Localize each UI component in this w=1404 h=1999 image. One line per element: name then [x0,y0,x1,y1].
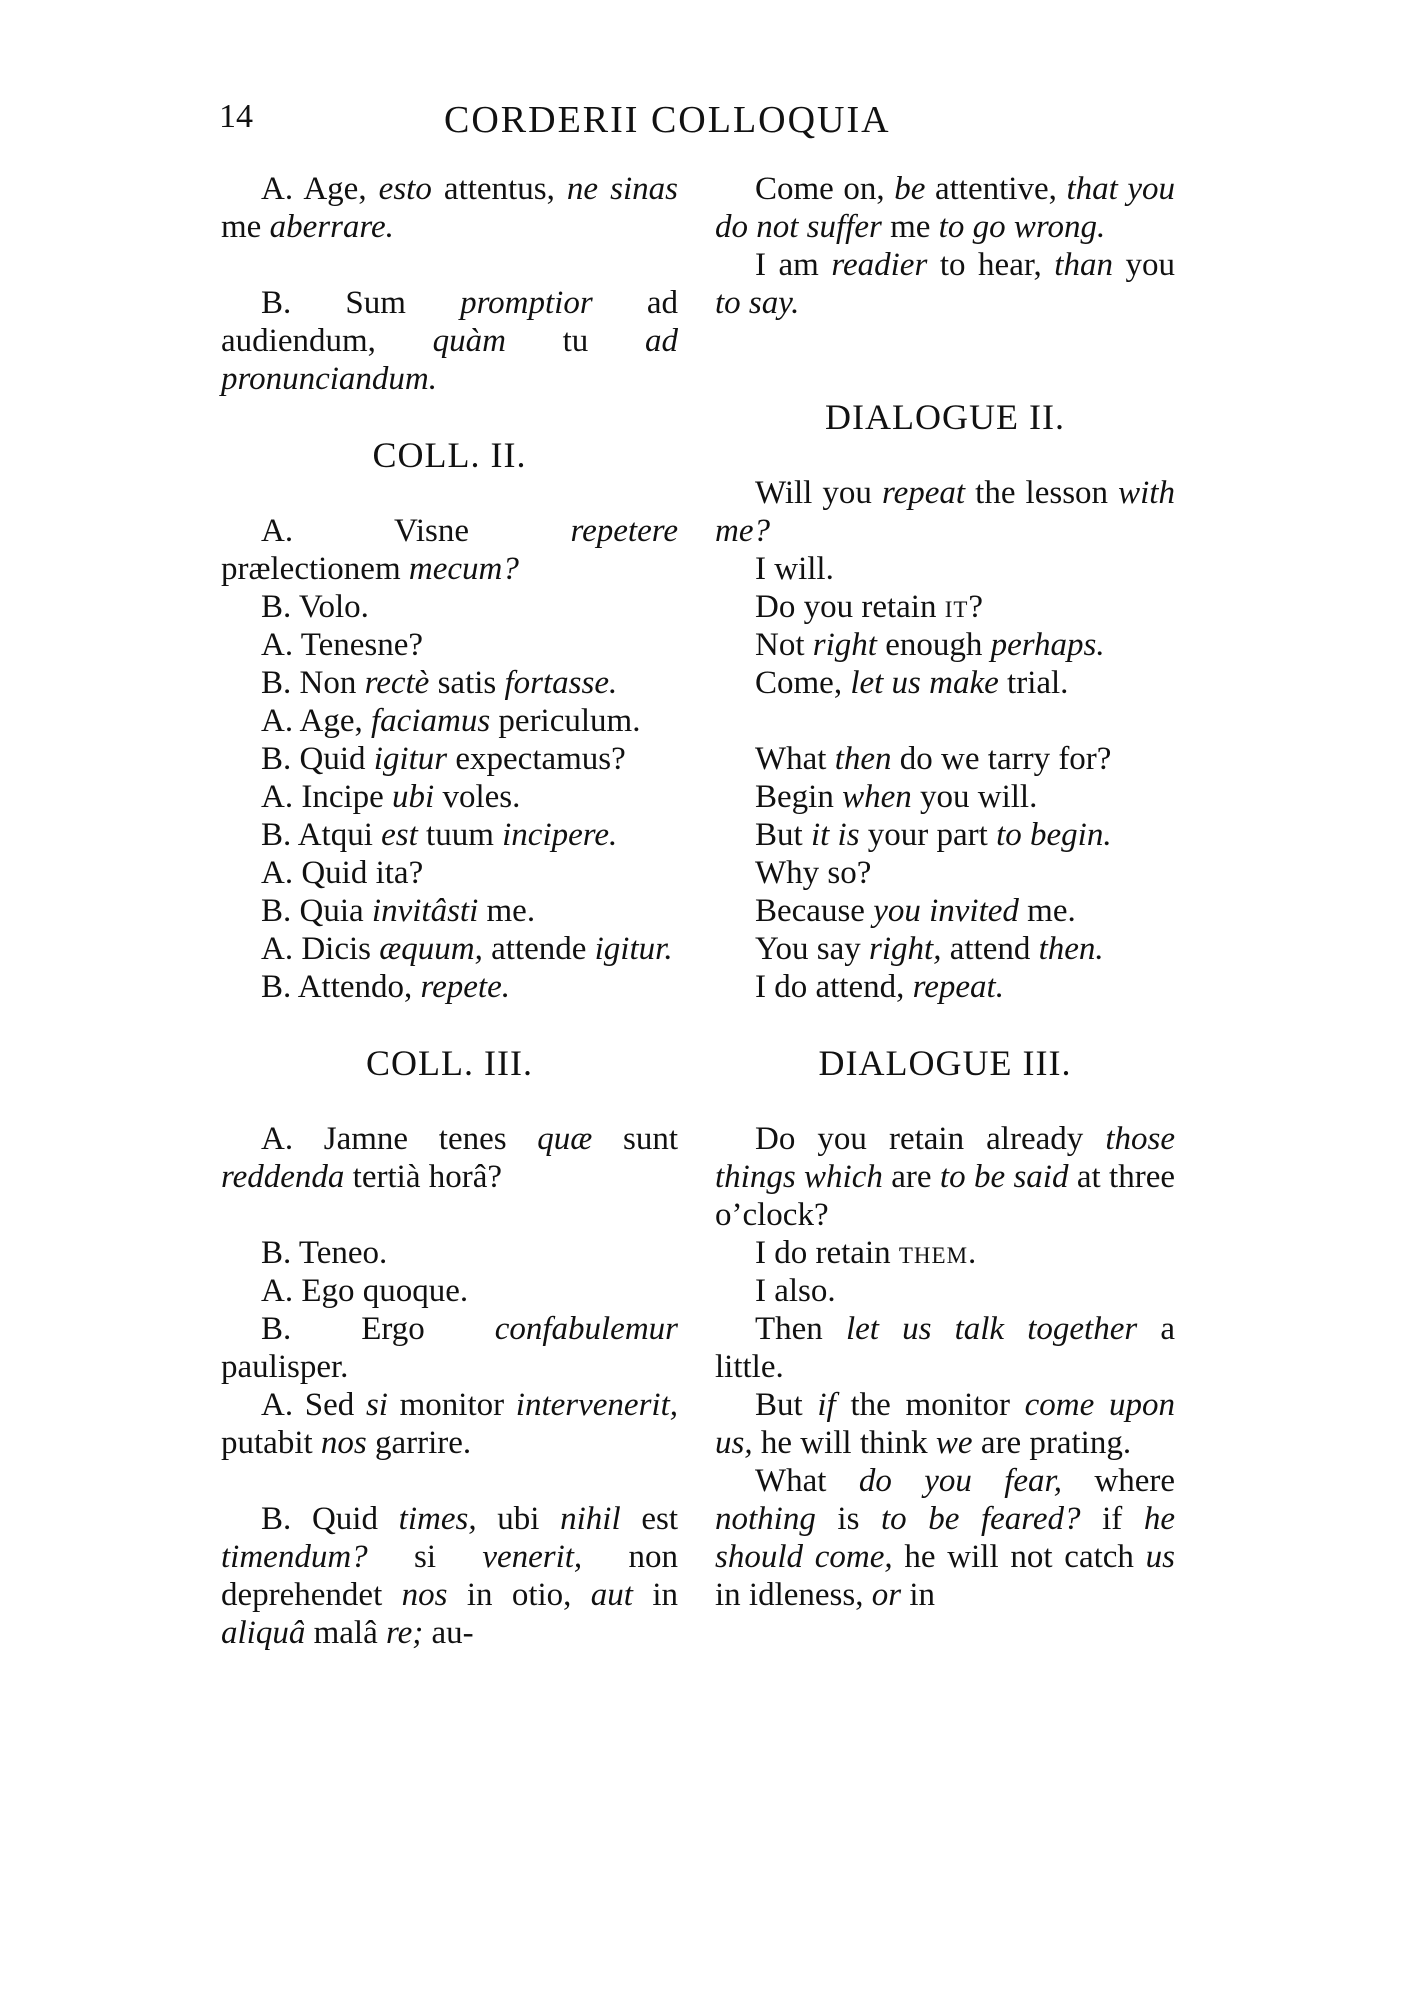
dialogue-iii-heading: DIALOGUE III. [818,1043,1072,1083]
english-line: I do retain them. [755,1235,977,1271]
latin-line: A. Ego quoque. [261,1273,469,1309]
latin-line: A. Sed si monitor intervenerit, putabit nos garrire. [221,1387,678,1461]
latin-intro [221,170,678,398]
english-line: Do you retain already those things which are to be said at three o’clock? [715,1121,1175,1233]
page-header [0,98,1404,148]
latin-line: A. Age, faciamus periculum. [261,703,641,739]
english-line: Why so? [755,855,872,891]
english-line: I am readier to hear, than you to say. [715,247,1175,321]
latin-line: B. Atqui est tuum incipere. [261,817,618,853]
coll-iii-heading: COLL. III. [366,1043,533,1083]
latin-line: B. Quia invitâsti me. [261,893,536,929]
english-line: Do you retain it? [755,589,984,625]
english-intro [715,170,1175,360]
running-title: CORDERII COLLOQUIA [444,99,891,141]
coll-ii-heading: COLL. II. [372,435,527,475]
english-line: Not right enough perhaps. [755,627,1105,663]
latin-line: A. Incipe ubi voles. [261,779,521,815]
english-line: But if the monitor come upon us, he will think we are prating. [715,1387,1175,1461]
english-line: But it is your part to begin. [755,817,1112,853]
latin-line: B. Attendo, repete. [261,969,510,1005]
english-line: Because you invited me. [755,893,1076,929]
latin-line: A. Jamne tenes quæ sunt reddenda tertià horâ? [221,1121,678,1195]
latin-coll2 [221,512,678,1006]
latin-line: A. Age, esto attentus, ne sinas me aberrare. [221,171,678,245]
english-line: Come, let us make trial. [755,665,1069,701]
english-line: What do you fear, where nothing is to be feared? if he should come, he will not catch us in idleness, or in [715,1463,1175,1613]
english-line: I will. [755,551,834,587]
english-line: Will you repeat the lesson with me? [715,475,1175,549]
latin-line: B. Ergo confabulemur paulisper. [221,1311,678,1385]
english-line: You say right, attend then. [755,931,1104,967]
latin-line: A. Tenesne? [261,627,424,663]
english-dialogue2 [715,474,1175,1006]
latin-line: B. Non rectè satis fortasse. [261,665,618,701]
latin-line: B. Teneo. [261,1235,388,1271]
latin-line: A. Dicis æquum, attende igitur. [261,931,673,967]
latin-line: B. Quid times, ubi nihil est timendum? si venerit, non deprehendet nos in otio, aut in aliquâ malâ re; au- [221,1501,679,1651]
english-line: Come on, be attentive, that you do not suffer me to go wrong. [715,171,1176,245]
english-line: What then do we tarry for? [755,741,1112,777]
latin-line: B. Sum promptior ad audiendum, quàm tu ad pronunciandum. [221,285,679,397]
latin-line: A. Quid ita? [261,855,424,891]
dialogue-ii-heading: DIALOGUE II. [825,397,1065,437]
english-line: I do attend, repeat. [755,969,1004,1005]
latin-column [221,170,678,1652]
english-line: I also. [755,1273,836,1309]
latin-line: B. Quid igitur expectamus? [261,741,626,777]
english-line: Then let us talk together a little. [715,1311,1175,1385]
english-column [715,170,1175,1614]
english-line: Begin when you will. [755,779,1038,815]
page-number: 14 [219,98,253,135]
latin-line: B. Volo. [261,589,369,625]
latin-coll3 [221,1120,678,1652]
latin-line: A. Visne repetere prælectionem mecum? [221,513,678,587]
english-dialogue3 [715,1120,1175,1614]
